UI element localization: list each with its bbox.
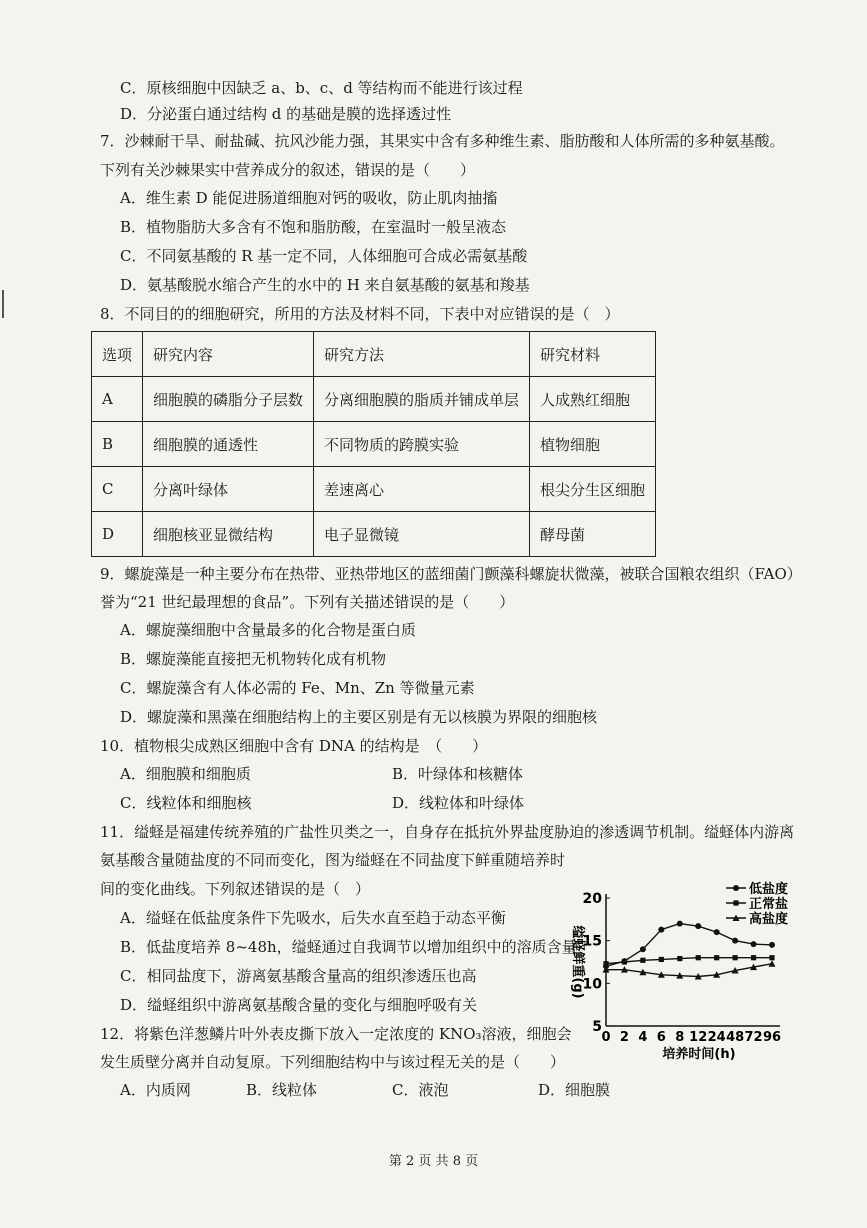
q12-option-b: B．线粒体: [246, 1081, 318, 1099]
x-axis-label: 培养时间(h): [662, 1047, 736, 1062]
x-tick-label: 24: [707, 1030, 726, 1045]
data-point: [769, 942, 775, 948]
table-cell: 植物细胞: [530, 422, 656, 467]
data-point: [640, 946, 646, 952]
table-cell: 细胞核亚显微结构: [143, 512, 314, 557]
q8-table: [91, 331, 656, 557]
x-tick-label: 48: [726, 1030, 745, 1045]
data-point: [695, 923, 701, 929]
table-cell: 酵母菌: [530, 512, 656, 557]
page-footer: 第 2 页 共 8 页: [388, 1154, 479, 1169]
table-row: [92, 512, 656, 557]
table-cell: 细胞膜的磷脂分子层数: [143, 377, 314, 422]
q11-stem-line1: 11．缢蛏是福建传统养殖的广盐性贝类之一，自身存在抵抗外界盐度胁迫的渗透调节机制。缢蛏体内游离: [100, 823, 795, 841]
data-point: [733, 955, 738, 960]
q9-stem-line2: 誉为“21 世纪最理想的食品”。下列有关描述错误的是（ ）: [100, 593, 515, 611]
table-cell: 不同物质的跨膜实验: [314, 422, 530, 467]
x-tick-label: 2: [619, 1030, 629, 1045]
data-point: [659, 957, 664, 962]
q9-option-a: A．螺旋藻细胞中含量最多的化合物是蛋白质: [120, 621, 416, 639]
q9-option-d: D．螺旋藻和黑藻在细胞结构上的主要区别是有无以核膜为界限的细胞核: [120, 708, 598, 726]
table-cell: D: [92, 512, 143, 557]
data-point: [603, 961, 608, 966]
data-point: [658, 927, 664, 933]
table-row: [92, 467, 656, 512]
x-tick-label: 72: [744, 1030, 763, 1045]
q9-stem-line1: 9．螺旋藻是一种主要分布在热带、亚热带地区的蓝细菌门颤藻科螺旋状微藻，被联合国粮农组织（FAO）: [100, 565, 802, 583]
q9-option-b: B．螺旋藻能直接把无机物转化成有机物: [120, 650, 387, 668]
q11-option-a: A．缢蛏在低盐度条件下先吸水，后失水直至趋于动态平衡: [120, 909, 506, 927]
table-header-cell: 研究内容: [143, 332, 314, 377]
x-tick-label: 6: [656, 1030, 666, 1045]
q10-option-b: B．叶绿体和核糖体: [392, 765, 524, 783]
y-tick-label: 15: [582, 933, 602, 950]
data-point: [696, 955, 701, 960]
q10-stem: 10．植物根尖成熟区细胞中含有 DNA 的结构是 （ ）: [100, 737, 488, 755]
data-point: [733, 885, 739, 891]
data-point: [640, 958, 645, 963]
y-tick-label: 20: [582, 891, 602, 907]
q12-option-a: A．内质网: [120, 1081, 191, 1099]
y-tick-label: 5: [592, 1019, 602, 1035]
series-line: [606, 924, 772, 967]
q7-option-c: C．不同氨基酸的 R 基一定不同，人体细胞可合成必需氨基酸: [120, 247, 528, 265]
q10-option-d: D．线粒体和叶绿体: [392, 794, 525, 812]
table-header-cell: 研究方法: [314, 332, 530, 377]
table-header-cell: 选项: [92, 332, 143, 377]
data-point: [677, 921, 683, 927]
salinity-weight-chart: [560, 880, 800, 1070]
q10-option-c: C．线粒体和细胞核: [120, 794, 252, 812]
q12-option-c: C．液泡: [392, 1081, 449, 1099]
table-cell: 细胞膜的通透性: [143, 422, 314, 467]
legend-label: 高盐度: [749, 912, 789, 927]
table-cell: C: [92, 467, 143, 512]
data-point: [733, 900, 738, 905]
q8-stem: 8．不同目的的细胞研究，所用的方法及材料不同，下表中对应错误的是（ ）: [100, 305, 620, 323]
x-tick-label: 12: [689, 1030, 708, 1045]
table-header-cell: 研究材料: [530, 332, 656, 377]
table-cell: A: [92, 377, 143, 422]
data-point: [677, 956, 682, 961]
data-point: [714, 929, 720, 935]
q9-option-c: C．螺旋藻含有人体必需的 Fe、Mn、Zn 等微量元素: [120, 679, 475, 697]
y-tick-label: 10: [582, 976, 602, 993]
q11-option-d: D．缢蛏组织中游离氨基酸含量的变化与细胞呼吸有关: [120, 996, 478, 1014]
q11-stem-line3: 间的变化曲线。下列叙述错误的是（ ）: [100, 880, 371, 898]
table-cell: 人成熟红细胞: [530, 377, 656, 422]
data-point: [622, 959, 627, 964]
q11-option-b: B．低盐度培养 8~48h，缢蛏通过自我调节以增加组织中的溶质含量: [120, 938, 577, 956]
table-row: [92, 422, 656, 467]
q7-option-b: B．植物脂肪大多含有不饱和脂肪酸，在室温时一般呈液态: [120, 218, 507, 236]
q11-stem-line2: 氨基酸含量随盐度的不同而变化，图为缢蛏在不同盐度下鲜重随培养时: [100, 851, 566, 869]
table-cell: 差速离心: [314, 467, 530, 512]
series-line: [606, 964, 772, 977]
data-point: [732, 938, 738, 944]
x-tick-label: 4: [638, 1030, 648, 1045]
chart-series: [603, 921, 776, 980]
table-cell: B: [92, 422, 143, 467]
data-point: [714, 955, 719, 960]
table-row: [92, 377, 656, 422]
series-line: [606, 958, 772, 964]
chart-legend: [726, 881, 788, 927]
x-tick-label: 0: [601, 1030, 611, 1045]
x-tick-label: 8: [675, 1030, 685, 1045]
table-cell: 电子显微镜: [314, 512, 530, 557]
prev-option-c: C．原核细胞中因缺乏 a、b、c、d 等结构而不能进行该过程: [120, 79, 523, 97]
q7-stem-line2: 下列有关沙棘果实中营养成分的叙述，错误的是（ ）: [100, 161, 476, 179]
data-point: [751, 941, 757, 947]
q7-stem-line1: 7．沙棘耐干旱、耐盐碱、抗风沙能力强，其果实中含有多种维生素、脂肪酸和人体所需的多种氨基酸。: [100, 132, 785, 150]
y-axis-label: 缢蛏鲜重(g): [570, 925, 585, 999]
table-cell: 分离叶绿体: [143, 467, 314, 512]
data-point: [751, 955, 756, 960]
q12-stem-line2: 发生质壁分离并自动复原。下列细胞结构中与该过程无关的是（ ）: [100, 1053, 566, 1071]
margin-mark: [2, 290, 4, 318]
legend-label: 正常盐: [749, 897, 789, 912]
x-tick-label: 96: [762, 1030, 782, 1045]
q7-option-d: D．氨基酸脱水缩合产生的水中的 H 来自氨基酸的氨基和羧基: [120, 276, 530, 294]
table-cell: 分离细胞膜的脂质并铺成单层: [314, 377, 530, 422]
table-header-row: [92, 332, 656, 377]
q7-option-a: A．维生素 D 能促进肠道细胞对钙的吸收，防止肌肉抽搐: [120, 189, 498, 207]
q11-option-c: C．相同盐度下，游离氨基酸含量高的组织渗透压也高: [120, 967, 477, 985]
prev-option-d: D．分泌蛋白通过结构 d 的基础是膜的选择透过性: [120, 105, 452, 123]
data-point: [769, 955, 774, 960]
table-cell: 根尖分生区细胞: [530, 467, 656, 512]
legend-label: 低盐度: [749, 882, 789, 897]
q12-stem-line1: 12．将紫色洋葱鳞片叶外表皮撕下放入一定浓度的 KNO₃溶液，细胞会: [100, 1025, 572, 1043]
q12-option-d: D．细胞膜: [538, 1081, 611, 1099]
q10-option-a: A．细胞膜和细胞质: [120, 765, 251, 783]
